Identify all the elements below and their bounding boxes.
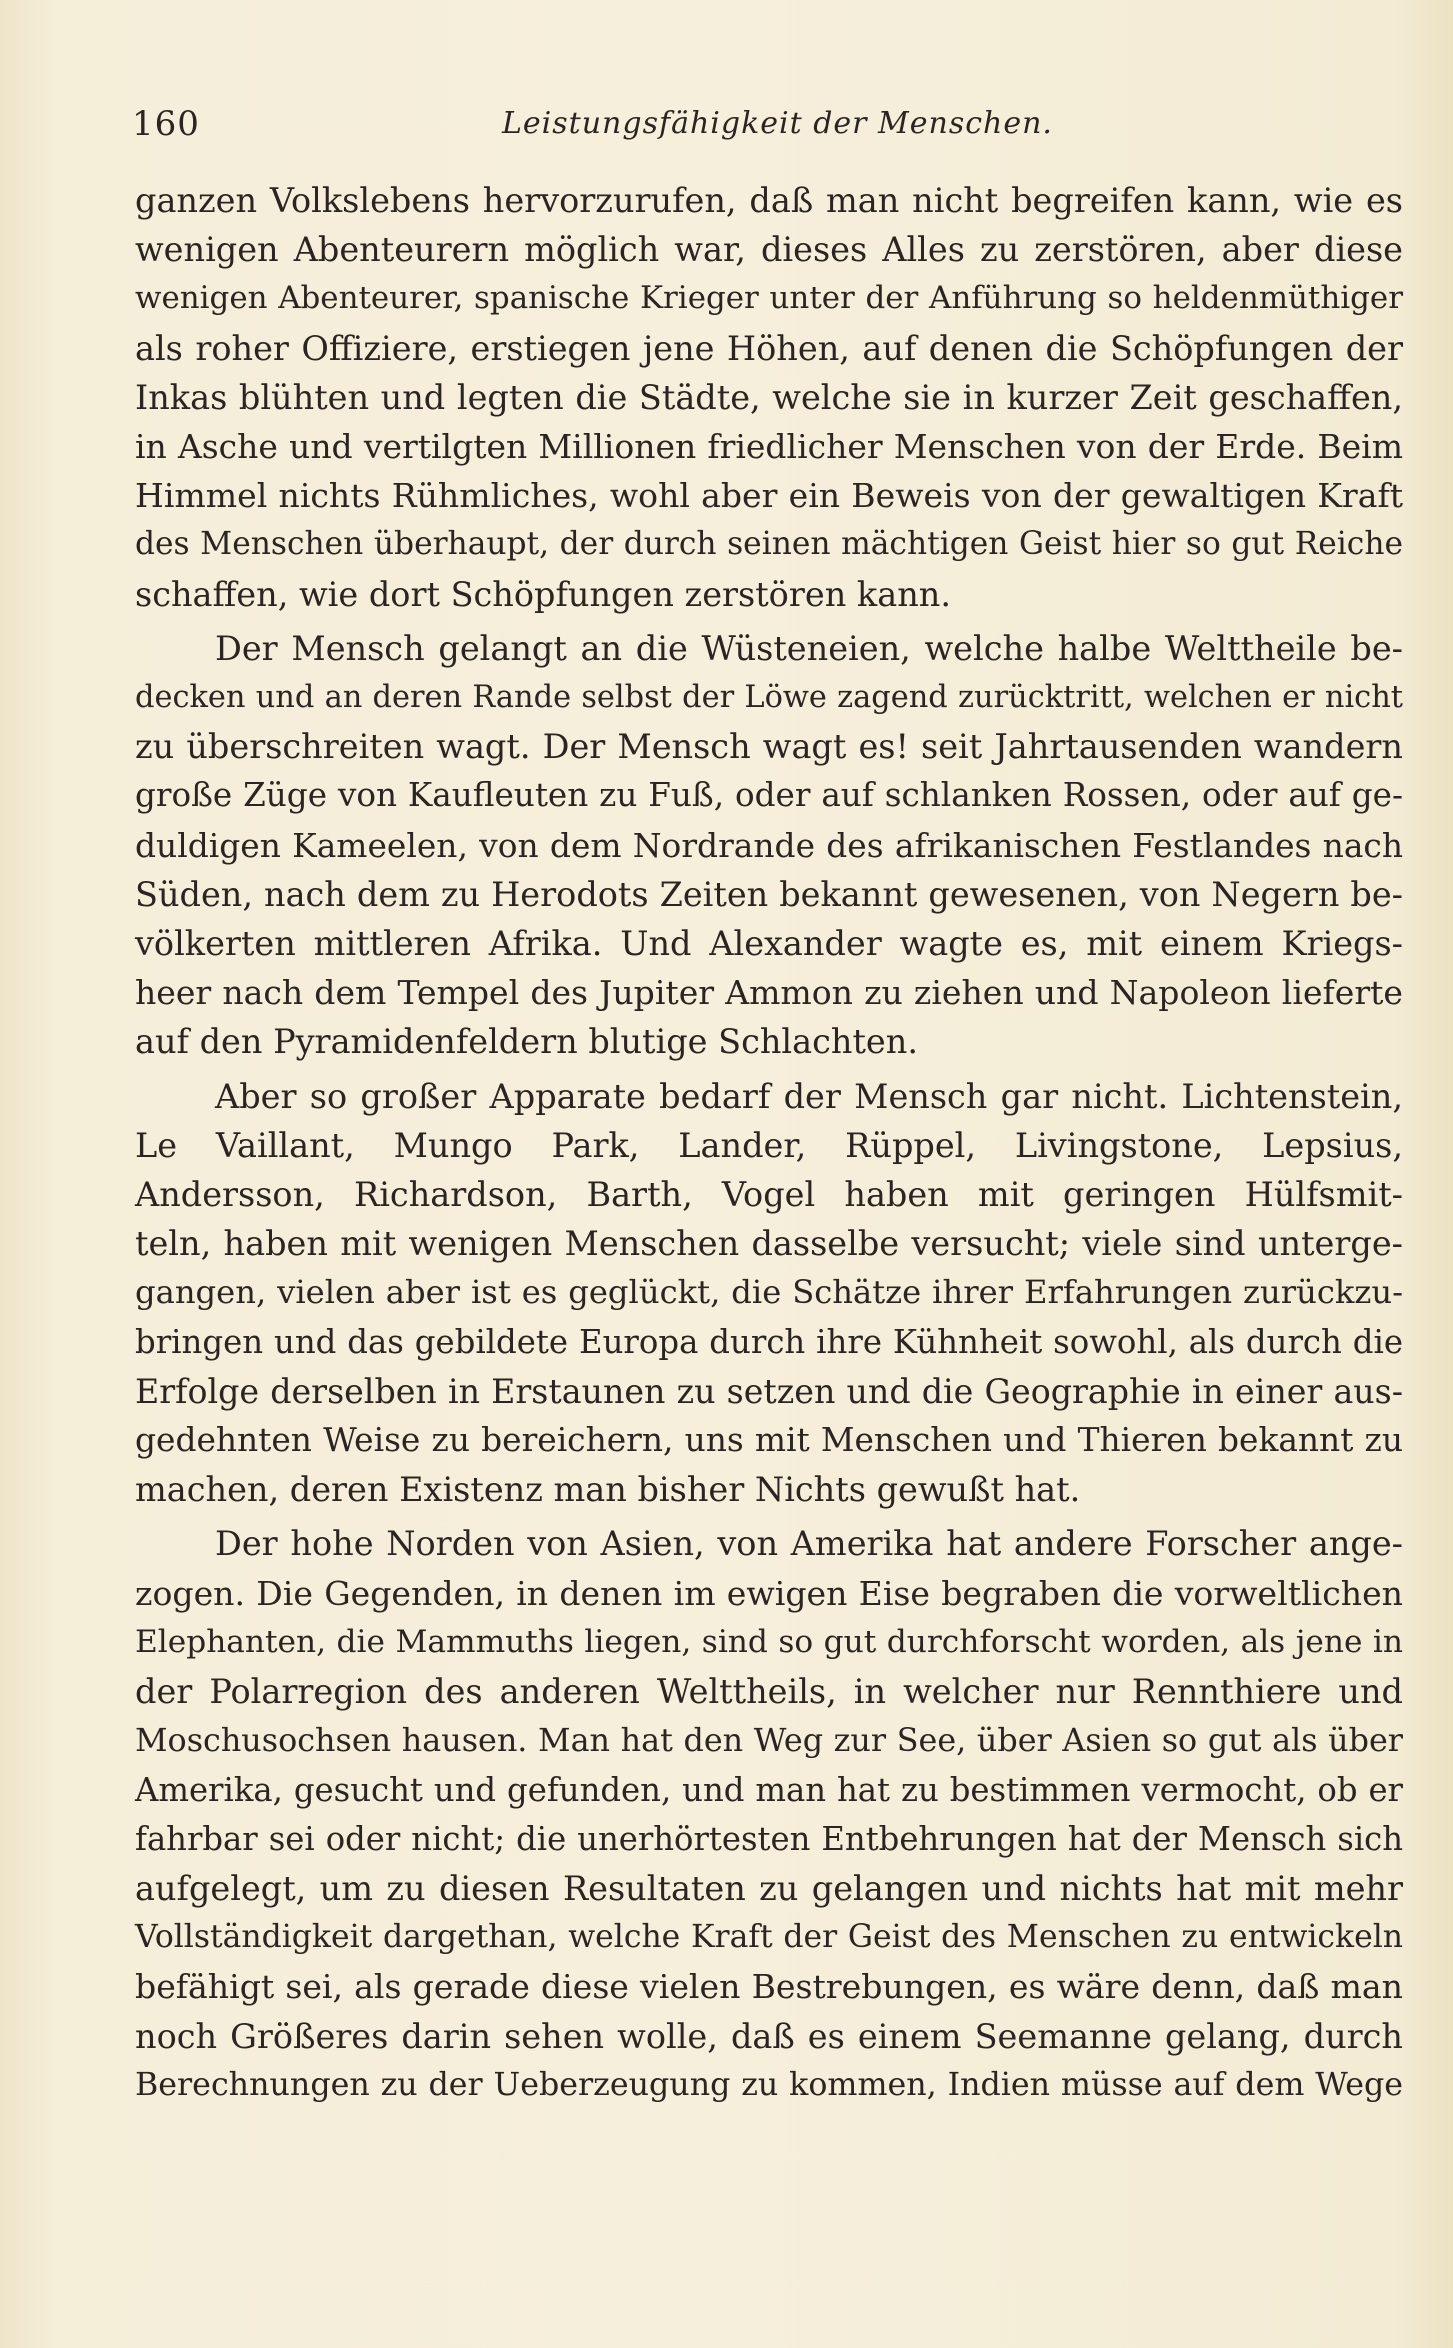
text-line: duldigen Kameelen, von dem Nordrande des afrikanischen Festlandes nach — [135, 825, 1403, 865]
page-number: 160 — [132, 104, 200, 144]
text-line: Erfolge derselben in Erstaunen zu setzen und die Geographie in einer aus- — [135, 1371, 1403, 1411]
text-line: wenigen Abenteurern möglich war, dieses Alles zu zerstören, aber diese — [135, 230, 1403, 270]
text-line: fahrbar sei oder nicht; die unerhörtesten Entbehrungen hat der Mensch sich — [135, 1819, 1403, 1858]
text-line: befähigt sei, als gerade diese vielen Bestrebungen, es wäre denn, daß man — [135, 1967, 1403, 2007]
text-line: teln, haben mit wenigen Menschen dasselbe versucht; viele sind unterge- — [135, 1224, 1403, 1264]
text-line: des Menschen überhaupt, der durch seinen mächtigen Geist hier so gut Reiche — [135, 526, 1403, 563]
text-line: Andersson, Richardson, Barth, Vogel haben mit geringen Hülfsmit- — [135, 1175, 1403, 1215]
text-line: decken und an deren Rande selbst der Löwe zagend zurücktritt, welchen er nicht — [135, 680, 1403, 716]
text-line: aufgelegt, um zu diesen Resultaten zu gelangen und nichts hat mit mehr — [135, 1868, 1403, 1908]
text-line: Vollständigkeit dargethan, welche Kraft der Geist des Menschen zu entwickeln — [135, 1919, 1403, 1956]
text-line: zogen. Die Gegenden, in denen im ewigen Eise begraben die vorweltlichen — [135, 1573, 1403, 1613]
text-line: Berechnungen zu der Ueberzeugung zu kommen, Indien müsse auf dem Wege — [135, 2066, 1403, 2103]
text-line: bringen und das gebildete Europa durch ihre Kühnheit sowohl, als durch die — [135, 1322, 1403, 1361]
text-line: Moschusochsen hausen. Man hat den Weg zur See, über Asien so gut als über — [135, 1722, 1403, 1760]
text-line: Inkas blühten und legten die Städte, welche sie in kurzer Zeit geschaffen, — [135, 377, 1403, 417]
text-line: völkerten mittleren Afrika. Und Alexander wagte es, mit einem Kriegs- — [135, 924, 1403, 964]
paragraph — [135, 624, 1403, 1067]
text-line: Elephanten, die Mammuths liegen, sind so gut durchforscht worden, als jene in — [135, 1623, 1403, 1660]
text-line: noch Größeres darin sehen wolle, daß es einem Seemanne gelang, durch — [135, 2016, 1403, 2056]
text-line: Süden, nach dem zu Herodots Zeiten bekannt gewesenen, von Negern be- — [135, 874, 1403, 914]
text-line: in Asche und vertilgten Millionen friedlicher Menschen von der Erde. Beim — [135, 427, 1403, 467]
text-line: Aber so großer Apparate bedarf der Mensch gar nicht. Lichtenstein, — [215, 1076, 1403, 1116]
text-line: auf den Pyramidenfeldern blutige Schlachten. — [135, 1022, 918, 1062]
text-line: gedehnten Weise zu bereichern, uns mit Menschen und Thieren bekannt zu — [135, 1421, 1403, 1460]
text-line: große Züge von Kaufleuten zu Fuß, oder auf schlanken Rossen, oder auf ge- — [135, 776, 1403, 815]
body-text — [135, 176, 1403, 2115]
running-title: Leistungsfähigkeit der Menschen. — [502, 106, 1053, 141]
text-line: Amerika, gesucht und gefunden, und man hat zu bestimmen vermocht, ob er — [135, 1770, 1403, 1809]
text-line: heer nach dem Tempel des Jupiter Ammon zu ziehen und Napoleon lieferte — [135, 973, 1403, 1013]
text-line: schaffen, wie dort Schöpfungen zerstören kann. — [135, 574, 951, 614]
paragraph — [135, 1072, 1403, 1515]
text-line: der Polarregion des anderen Welttheils, in welcher nur Rennthiere und — [135, 1672, 1403, 1712]
text-line: Le Vaillant, Mungo Park, Lander, Rüppel, Livingstone, Lepsius, — [135, 1125, 1403, 1165]
page-header — [132, 98, 1402, 158]
paragraph — [135, 176, 1403, 619]
text-line: ganzen Volkslebens hervorzurufen, daß man nicht begreifen kann, wie es — [135, 181, 1403, 220]
text-line: gangen, vielen aber ist es geglückt, die Schätze ihrer Erfahrungen zurückzu- — [135, 1273, 1403, 1312]
text-line: wenigen Abenteurer, spanische Krieger unter der Anführung so heldenmüthiger — [135, 280, 1403, 317]
text-line: Der Mensch gelangt an die Wüsteneien, welche halbe Welttheile be- — [215, 628, 1403, 668]
text-line: als roher Offiziere, erstiegen jene Höhen, auf denen die Schöpfungen der — [135, 328, 1403, 368]
text-line: machen, deren Existenz man bisher Nichts gewußt hat. — [135, 1470, 1081, 1510]
text-line: zu überschreiten wagt. Der Mensch wagt es! seit Jahrtausenden wandern — [135, 727, 1403, 767]
text-line: Himmel nichts Rühmliches, wohl aber ein Beweis von der gewaltigen Kraft — [135, 476, 1403, 516]
text-line: Der hohe Norden von Asien, von Amerika hat andere Forscher ange- — [215, 1524, 1403, 1564]
paragraph — [135, 1519, 1403, 2109]
